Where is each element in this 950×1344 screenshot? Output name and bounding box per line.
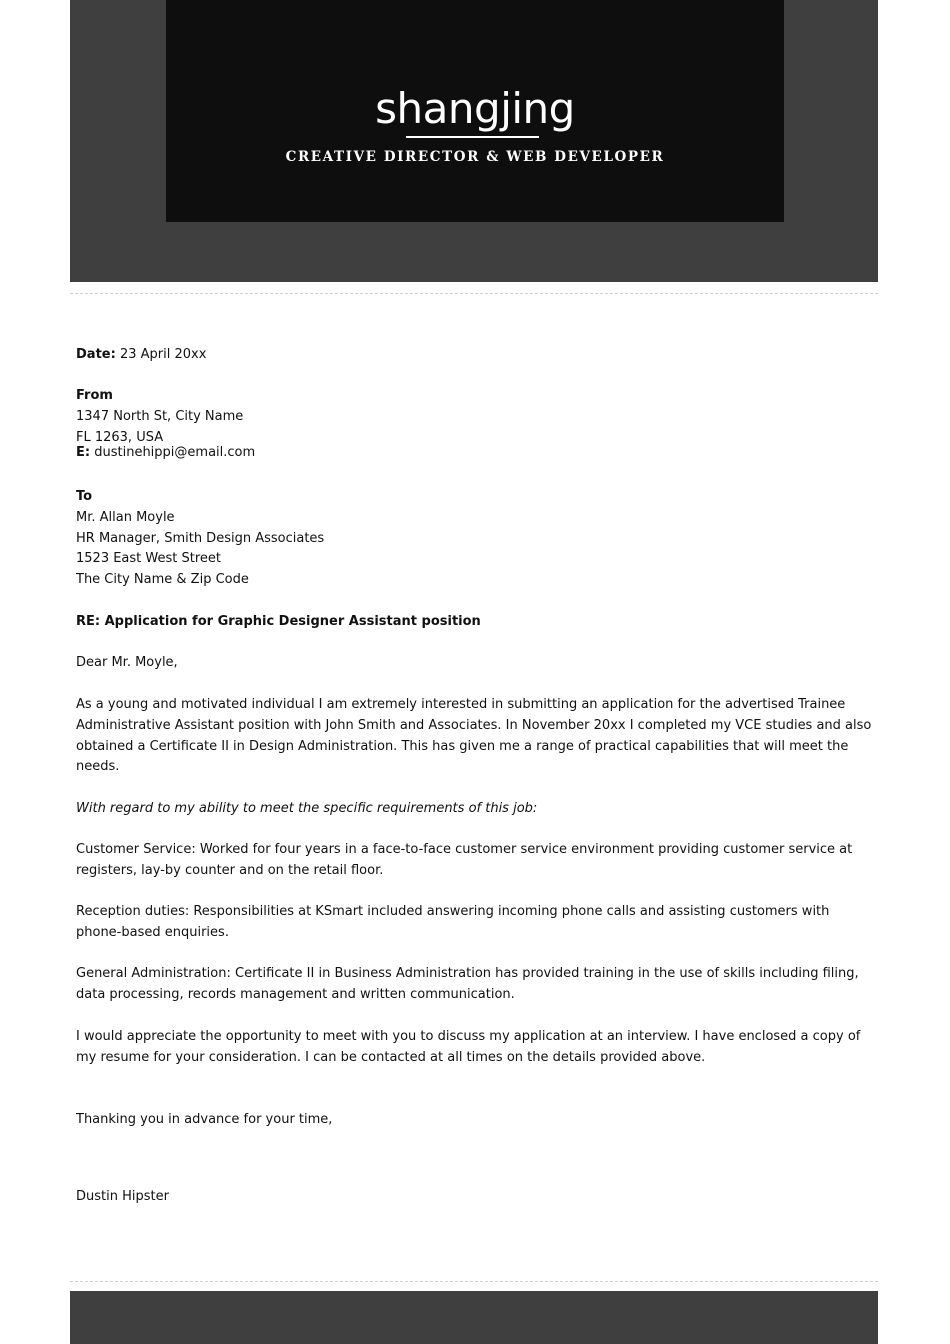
date-label: Date:: [76, 347, 116, 362]
name-underline: [406, 136, 539, 138]
date-value: 23 April 20xx: [119, 347, 207, 362]
paragraph: I would appreciate the opportunity to meet with you to discuss my application at an interview. I have enclosed a copy of my resume for your consideration. I can be contacted at all times on the details provided above.: [76, 1029, 861, 1065]
subject-line: RE: Application for Graphic Designer Assistant position: [76, 614, 481, 629]
email-label: E:: [76, 445, 91, 460]
from-label: From: [76, 388, 113, 403]
job-title: CREATIVE DIRECTOR & WEB DEVELOPER: [285, 149, 665, 165]
from-address-line: FL 1263, USA: [76, 429, 164, 445]
email-value: dustinehippi@email.com: [94, 445, 256, 460]
header-box: [166, 0, 784, 222]
closing-line: Thanking you in advance for your time,: [76, 1112, 333, 1127]
signature-name: Dustin Hipster: [76, 1189, 169, 1204]
paragraph: With regard to my ability to meet the specific requirements of this job:: [76, 801, 538, 816]
to-label: To: [76, 489, 93, 504]
paragraph: Customer Service: Worked for four years in a face-to-face customer service environment providing customer service at registers, lay-by counter and on the retail floor.: [76, 842, 853, 878]
footer-band: [70, 1291, 878, 1344]
date-line: [76, 345, 876, 366]
top-divider: [70, 293, 878, 294]
paragraph: As a young and motivated individual I am extremely interested in submitting an application for the advertised Trainee Administrative Assistant position with John Smith and Associates. In November 20xx I completed my VCE studies and also obtained a Certificate II in Design Administration. This has given me a range of practical capabilities that will meet the needs.: [76, 697, 872, 775]
from-address-line: 1347 North St, City Name: [76, 408, 244, 424]
email-line: [76, 443, 876, 464]
paragraph: General Administration: Certificate II in Business Administration has provided training in the use of skills including filing, data processing, records management and written communication.: [76, 966, 859, 1002]
to-address-line: Mr. Allan Moyle: [76, 509, 175, 525]
to-address-line: The City Name & Zip Code: [76, 572, 249, 588]
paragraph: Reception duties: Responsibilities at KSmart included answering incoming phone calls and assisting customers with phone-based enquiries.: [76, 904, 830, 940]
name-heading: shangjing: [375, 84, 575, 133]
to-address-line: 1523 East West Street: [76, 551, 221, 567]
to-address-line: HR Manager, Smith Design Associates: [76, 530, 325, 546]
to-block: [76, 487, 876, 591]
salutation: Dear Mr. Moyle,: [76, 655, 178, 670]
bottom-divider: [70, 1281, 878, 1282]
from-block: [76, 386, 876, 448]
